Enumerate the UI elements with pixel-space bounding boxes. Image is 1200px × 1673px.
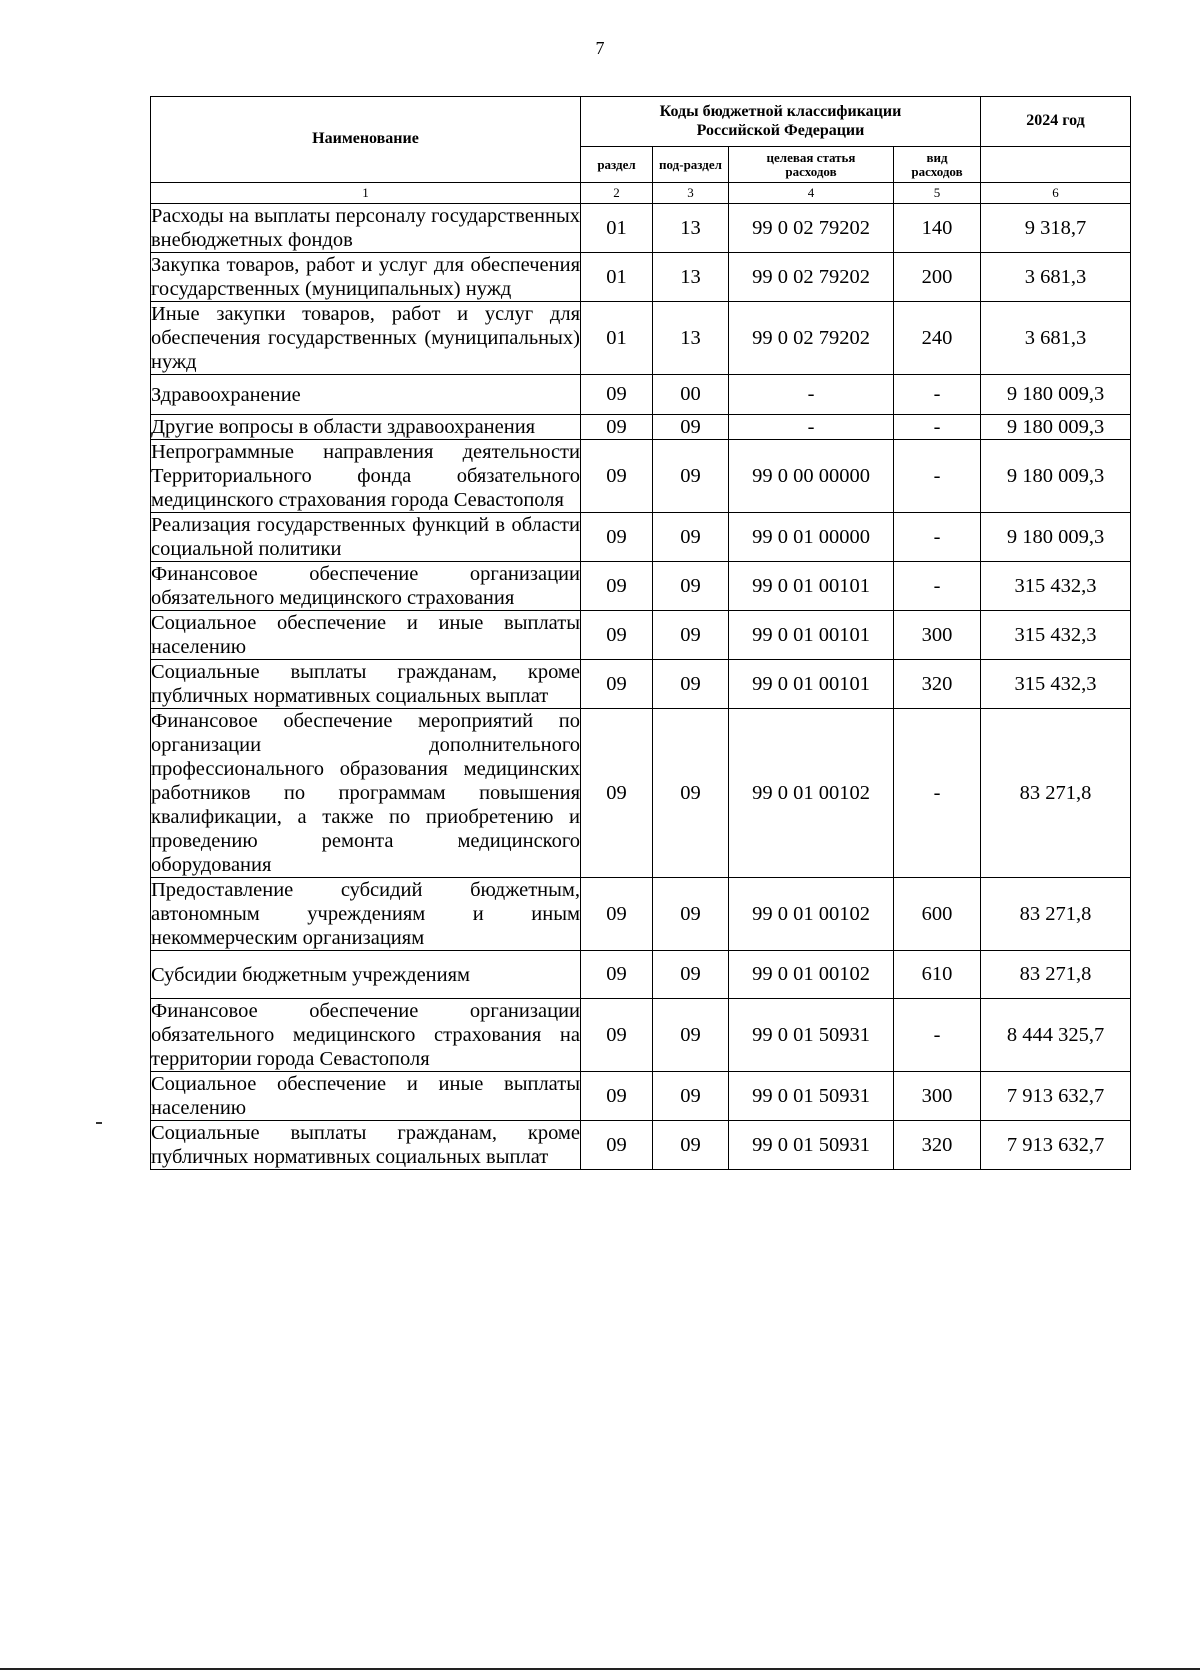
row-podrazdel: 09 (653, 415, 729, 440)
row-podrazdel: 09 (653, 440, 729, 513)
row-razdel: 09 (581, 611, 653, 660)
row-razdel: 09 (581, 999, 653, 1072)
row-vid: - (894, 709, 981, 878)
row-vid: - (894, 999, 981, 1072)
row-amount: 7 913 632,7 (981, 1121, 1131, 1170)
table-row (151, 302, 1131, 375)
row-celevaya: 99 0 01 00102 (729, 878, 894, 951)
row-razdel: 01 (581, 204, 653, 253)
row-vid: - (894, 440, 981, 513)
row-razdel: 09 (581, 562, 653, 611)
row-podrazdel: 09 (653, 999, 729, 1072)
row-razdel: 09 (581, 440, 653, 513)
row-name: Социальное обеспечение и иные выплаты населению (151, 612, 580, 658)
row-amount: 83 271,8 (981, 951, 1131, 999)
margin-mark (96, 1122, 102, 1124)
row-name: Закупка товаров, работ и услуг для обеспечения государственных (муниципальных) нужд (151, 254, 580, 300)
table-row (151, 204, 1131, 253)
row-name: Субсидии бюджетным учреждениям (151, 951, 581, 999)
col-number: 6 (981, 183, 1131, 204)
header-celevaya: целевая статья расходов (729, 147, 894, 183)
row-razdel: 09 (581, 415, 653, 440)
row-razdel: 09 (581, 1121, 653, 1170)
row-celevaya: 99 0 01 00101 (729, 562, 894, 611)
header-year: 2024 год (981, 97, 1131, 147)
row-name: Здравоохранение (151, 375, 581, 415)
row-razdel: 09 (581, 709, 653, 878)
row-vid: 320 (894, 1121, 981, 1170)
row-razdel: 01 (581, 302, 653, 375)
row-celevaya: 99 0 01 50931 (729, 999, 894, 1072)
col-number: 2 (581, 183, 653, 204)
row-podrazdel: 13 (653, 204, 729, 253)
row-amount: 315 432,3 (981, 611, 1131, 660)
row-celevaya: - (729, 375, 894, 415)
row-amount: 315 432,3 (981, 562, 1131, 611)
row-celevaya: 99 0 01 00101 (729, 611, 894, 660)
row-vid: - (894, 375, 981, 415)
row-vid: 300 (894, 611, 981, 660)
row-amount: 8 444 325,7 (981, 999, 1131, 1072)
row-podrazdel: 09 (653, 562, 729, 611)
table-row (151, 611, 1131, 660)
col-number: 3 (653, 183, 729, 204)
row-amount: 83 271,8 (981, 709, 1131, 878)
header-codes-group: Коды бюджетной классификации Российской Федерации (581, 97, 981, 147)
row-vid: - (894, 562, 981, 611)
row-podrazdel: 09 (653, 878, 729, 951)
row-amount: 9 180 009,3 (981, 375, 1131, 415)
table-row (151, 1121, 1131, 1170)
budget-table (150, 96, 1131, 1170)
header-name: Наименование (151, 97, 581, 183)
row-celevaya: 99 0 02 79202 (729, 253, 894, 302)
header-podrazdel: под-раздел (653, 147, 729, 183)
row-amount: 3 681,3 (981, 302, 1131, 375)
row-celevaya: 99 0 00 00000 (729, 440, 894, 513)
row-celevaya: 99 0 01 00101 (729, 660, 894, 709)
row-celevaya: 99 0 01 00000 (729, 513, 894, 562)
row-razdel: 09 (581, 375, 653, 415)
page-number: 7 (595, 38, 605, 58)
table-row (151, 513, 1131, 562)
table-row (151, 999, 1131, 1072)
row-celevaya: 99 0 01 50931 (729, 1072, 894, 1121)
row-podrazdel: 00 (653, 375, 729, 415)
row-celevaya: 99 0 01 00102 (729, 951, 894, 999)
row-vid: 610 (894, 951, 981, 999)
row-amount: 7 913 632,7 (981, 1072, 1131, 1121)
table-row (151, 562, 1131, 611)
row-amount: 9 180 009,3 (981, 513, 1131, 562)
row-razdel: 09 (581, 878, 653, 951)
table-row (151, 1072, 1131, 1121)
row-amount: 9 180 009,3 (981, 440, 1131, 513)
row-amount: 315 432,3 (981, 660, 1131, 709)
row-name: Иные закупки товаров, работ и услуг для обеспечения государственных (муниципальных) нужд (151, 303, 580, 373)
row-vid: - (894, 415, 981, 440)
table-row (151, 878, 1131, 951)
table-row (151, 660, 1131, 709)
table-row (151, 709, 1131, 878)
col-number: 5 (894, 183, 981, 204)
row-name: Другие вопросы в области здравоохранения (151, 415, 581, 440)
row-amount: 9 180 009,3 (981, 415, 1131, 440)
row-name: Социальные выплаты гражданам, кроме публичных нормативных социальных выплат (151, 661, 580, 707)
header-razdel: раздел (581, 147, 653, 183)
row-celevaya: 99 0 01 00102 (729, 709, 894, 878)
row-podrazdel: 13 (653, 302, 729, 375)
row-name: Расходы на выплаты персоналу государственных внебюджетных фондов (151, 205, 580, 251)
table-row (151, 951, 1131, 999)
row-podrazdel: 09 (653, 709, 729, 878)
row-vid: 300 (894, 1072, 981, 1121)
row-razdel: 09 (581, 1072, 653, 1121)
row-name: Финансовое обеспечение мероприятий по организации дополнительного профессионального образования медицинских работников по программам повышения квалификации, а также по приобретению и проведению ремонта медицинского оборудования (151, 710, 580, 876)
row-name: Предоставление субсидий бюджетным, автономным учреждениям и иным некоммерческим организациям (151, 879, 580, 949)
row-razdel: 09 (581, 513, 653, 562)
row-celevaya: 99 0 01 50931 (729, 1121, 894, 1170)
row-celevaya: - (729, 415, 894, 440)
row-podrazdel: 09 (653, 611, 729, 660)
row-amount: 3 681,3 (981, 253, 1131, 302)
table-row (151, 253, 1131, 302)
row-name: Реализация государственных функций в области социальной политики (151, 514, 580, 560)
row-name: Социальные выплаты гражданам, кроме публичных нормативных социальных выплат (151, 1122, 580, 1168)
col-number: 4 (729, 183, 894, 204)
row-podrazdel: 09 (653, 1121, 729, 1170)
row-podrazdel: 09 (653, 1072, 729, 1121)
table-row (151, 375, 1131, 415)
row-vid: - (894, 513, 981, 562)
row-vid: 140 (894, 204, 981, 253)
row-vid: 240 (894, 302, 981, 375)
row-podrazdel: 09 (653, 660, 729, 709)
row-celevaya: 99 0 02 79202 (729, 204, 894, 253)
row-name: Финансовое обеспечение организации обязательного медицинского страхования (151, 563, 580, 609)
col-number: 1 (151, 183, 581, 204)
row-name: Финансовое обеспечение организации обязательного медицинского страхования на территории города Севастополя (151, 1000, 580, 1070)
row-razdel: 01 (581, 253, 653, 302)
row-celevaya: 99 0 02 79202 (729, 302, 894, 375)
row-name: Социальное обеспечение и иные выплаты населению (151, 1073, 580, 1119)
row-razdel: 09 (581, 951, 653, 999)
row-vid: 320 (894, 660, 981, 709)
row-podrazdel: 13 (653, 253, 729, 302)
table-row (151, 415, 1131, 440)
header-vid: вид расходов (894, 147, 981, 183)
scan-edge-line (0, 1668, 1200, 1670)
row-amount: 83 271,8 (981, 878, 1131, 951)
row-amount: 9 318,7 (981, 204, 1131, 253)
row-razdel: 09 (581, 660, 653, 709)
header-year-empty (981, 147, 1131, 183)
row-vid: 600 (894, 878, 981, 951)
row-vid: 200 (894, 253, 981, 302)
row-podrazdel: 09 (653, 951, 729, 999)
row-podrazdel: 09 (653, 513, 729, 562)
row-name: Непрограммные направления деятельности Территориального фонда обязательного медицинского страхования города Севастополя (151, 441, 580, 511)
table-row (151, 440, 1131, 513)
